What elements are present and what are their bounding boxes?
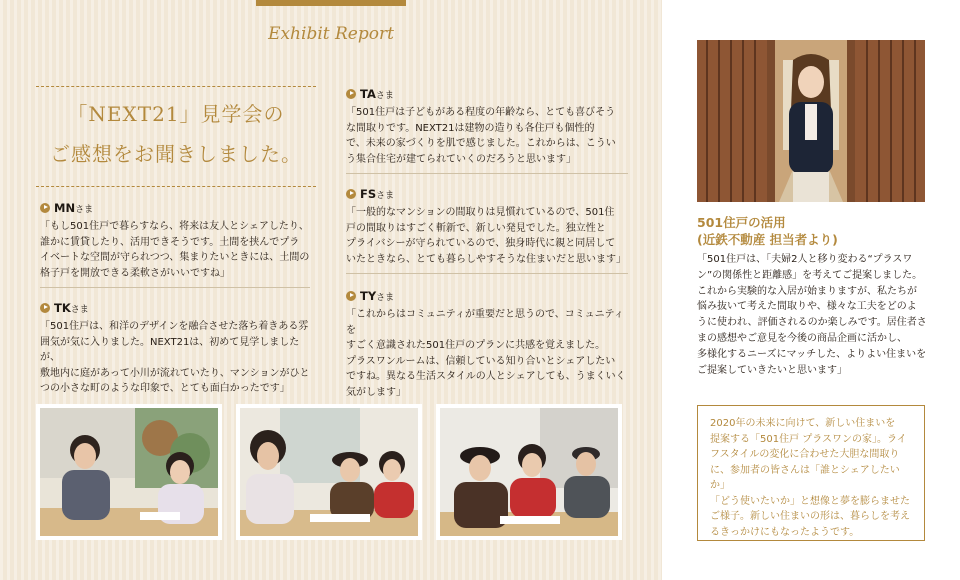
section-label: Exhibit Report [268, 24, 394, 44]
commenter-name: MNさま [40, 200, 310, 216]
divider [346, 273, 628, 274]
commenter-name: TAさま [346, 86, 628, 102]
title-line-1: 「NEXT21」見学会の [67, 102, 285, 126]
comment-text: 「もし501住戸で暮らすなら、将来は友人とシェアしたり、 誰かに賃貸したり、活用できそうです。土間を挟んでプラ イベートな空間が守られつつ、集まりたいときには、土間の 格子戸を開放できる柔軟さがいいですね」 [40, 221, 310, 279]
comment-ta [346, 86, 628, 174]
comment-text: 「これからはコミュニティが重要だと思うので、コミュニティを すごく意識された501住戸のプランに共感を覚えました。 プラスワンルームは、信頼している知り合いとシェアしたい ですね。異なる生活スタイルの人とシェアしても、うまくいく 気がします」 [346, 309, 626, 398]
comment-text: 「501住戸は子どもがある程度の年齢なら、とても喜びそう な間取りです。NEXT21は建物の造りも各住戸も個性的 で、未来の家づくりを肌で感じました。これからは、こうい う集合住宅が建てられていくのだろうと思います」 [346, 107, 616, 165]
play-bullet-icon [346, 189, 356, 199]
title-line-2: ご感想をお聞きしました。 [50, 142, 302, 166]
photo-visitors-writing [440, 408, 618, 536]
photo-visitors-reading [240, 408, 418, 536]
play-bullet-icon [346, 89, 356, 99]
staff-comment: 「501住戸は、「夫婦2人と移り変わる“プラスワ ン”の関係性と距離感」を考えてご提案しました。 これから実験的な入居が始まりますが、私たちが 悩み抜いて考えた間取りや、様々な工夫をどのよ うに使われ、評価されるのか楽しみです。居住者さ まの感想やご意見を今後の商品企画に活かし、 多様化するニーズにマッチした、よりよい住まいを ご提案していきたいと思います」 [697, 254, 927, 376]
play-bullet-icon [346, 291, 356, 301]
comment-text: 「一般的なマンションの間取りは見慣れているので、501住 戸の間取りはすごく斬新で、新しい発見でした。独立性と プライバシーが守られているので、独身時代に親と同居して いたときなら、とても暮らしやすそうな住まいだと思います」 [346, 207, 626, 265]
page-title [36, 86, 316, 190]
divider [40, 287, 310, 288]
staff-photo [697, 40, 925, 202]
visitor-photo-3 [436, 404, 622, 540]
photo-visitors-talking [40, 408, 218, 536]
title-divider-top [36, 86, 316, 87]
photo-staff-member [697, 40, 925, 202]
visitor-photo-1 [36, 404, 222, 540]
visitor-photo-2 [236, 404, 422, 540]
play-bullet-icon [40, 203, 50, 213]
divider [346, 173, 628, 174]
comment-text: 「501住戸は、和洋のデザインを融合させた落ち着きある雰 囲気が気に入りました。NEXT21は、初めて見学しましたが、 敷地内に庭があって小川が流れていたり、マンションがひと つの小さな町のような印象で、とても面白かったです」 [40, 321, 310, 394]
summary-note: 2020年の未来に向けて、新しい住まいを 提案する「501住戸 プラスワンの家」。ライ フスタイルの変化に合わせた大胆な間取り に、参加者の皆さんは「誰とシェアしたいか」 「どう使いたいか」と想像と夢を膨らませた ご様子。新しい住まいの形は、暮らしを考え るきっかけにもなったようです。 [697, 405, 925, 541]
title-divider-bottom [36, 186, 316, 187]
commenter-name: TKさま [40, 300, 310, 316]
commenter-name: TYさま [346, 288, 628, 304]
header-bar [256, 0, 406, 6]
staff-caption: 501住戸の活用 (近鉄不動産 担当者より) [697, 215, 838, 247]
comment-mn [40, 200, 310, 288]
commenter-name: FSさま [346, 186, 628, 202]
comment-tk [40, 300, 310, 397]
play-bullet-icon [40, 303, 50, 313]
comment-ty [346, 288, 628, 400]
comment-fs [346, 186, 628, 274]
